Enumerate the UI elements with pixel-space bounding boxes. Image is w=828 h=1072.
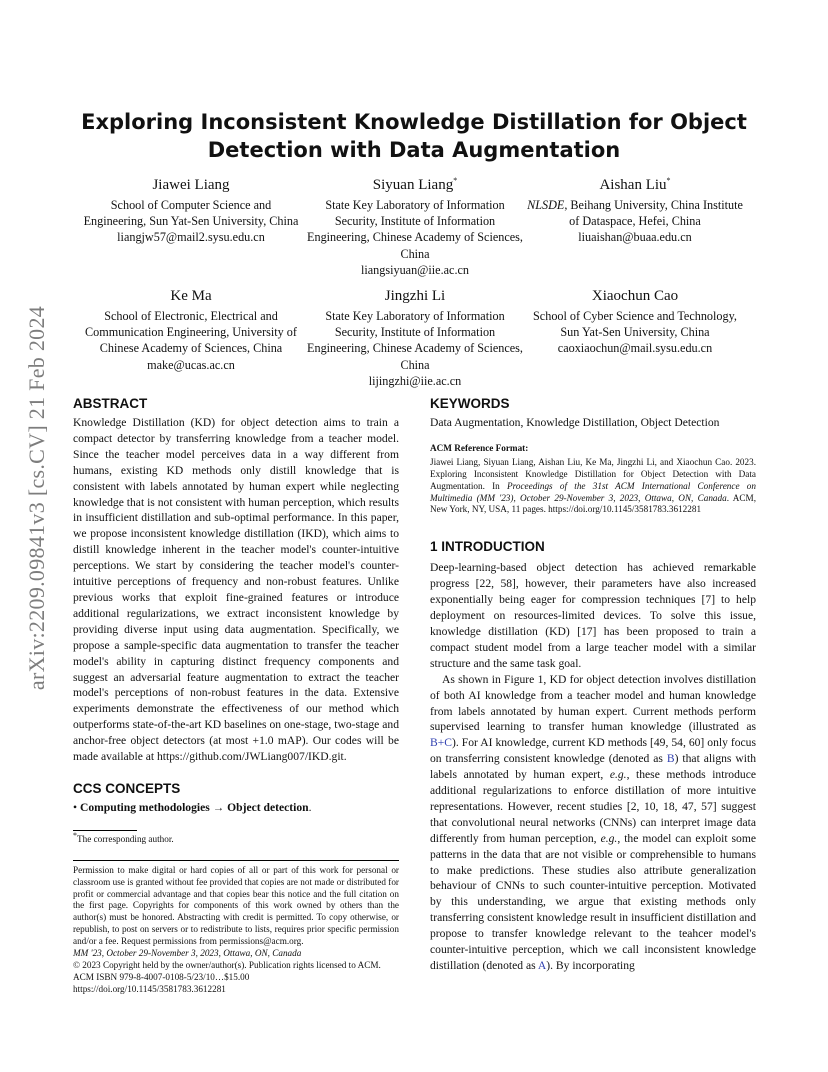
author-affiliation: State Key Laboratory of Information Security, Institute of Information Engineering, Chinese Academy of Sciences, China — [307, 198, 523, 261]
permission-text: Permission to make digital or hard copies of all or part of this work for personal or classroom use is granted without fee provided that copies are not made or distributed for profit or commercial advantage and that copies bear this notice and the full citation on the first page. Copyrights for components of this work owned by others than the author(s) must be honored. Abstracting with credit is permitted. To copy otherwise, or republish, to post on servers or to redistribute to lists, requires prior specific permission and/or a fee. Request permissions from permissions@acm.org. — [73, 864, 399, 947]
author-block — [526, 287, 744, 357]
intro-text-run: As shown in Figure 1, KD for object detection involves distillation of both AI knowledge from a teacher model and human knowledge from labels annotated by human expert. Current methods perform supervised learning to transfer human knowledge (illustrated as — [430, 672, 756, 734]
footnote-mark: * — [73, 830, 77, 840]
paper-title: Exploring Inconsistent Knowledge Distillation for Object Detection with Data Augmentation — [81, 110, 747, 162]
abstract-heading: ABSTRACT — [73, 396, 148, 411]
acm-ref-heading: ACM Reference Format: — [430, 442, 529, 453]
footnote — [73, 830, 399, 846]
author-name: Jingzhi Li — [384, 288, 446, 304]
author-block — [526, 176, 744, 246]
intro-text-run: , these methods introduce additional regularizations to enforce distillation of more intuitive representations. However, recent studies [2, 10, 18, 47, 57] suggest that convolutional neural networks (CNNs) can interpret image data differently from human perception, — [430, 768, 756, 845]
keywords-heading: KEYWORDS — [430, 396, 510, 411]
author-email: make@ucas.ac.cn — [147, 357, 235, 372]
acm-ref-authors: Jiawei Liang, Siyuan Liang, Aishan Liu, Ke Ma, Jingzhi Li, and Xiaochun Cao. 2023. Exploring Inconsistent Knowledge Distillation for Object Detection with Data Augmentation. In — [430, 456, 756, 491]
intro-paragraph-2 — [430, 672, 756, 974]
author-affiliation: School of Electronic, Electrical and Communication Engineering, University of Chinese Academy of Sciences, China — [85, 309, 297, 356]
author-affiliation: School of Computer Science and Engineering, Sun Yat-Sen University, China — [83, 198, 299, 229]
intro-text-run: ) that aligns with labels annotated by human expert, — [430, 752, 757, 782]
ccs-heading: CCS CONCEPTS — [73, 780, 181, 796]
author-name: Jiawei Liang — [152, 177, 230, 193]
ccs-tail: . — [308, 800, 312, 814]
ccs-concept: Computing methodologies → Object detection — [79, 800, 309, 814]
author-block — [306, 287, 524, 389]
acm-ref-tail: . ACM, New York, NY, USA, 11 pages. https://doi.org/10.1145/3581783.3612281 — [430, 492, 756, 515]
intro-heading: 1 INTRODUCTION — [430, 539, 545, 555]
intro-text — [430, 560, 756, 974]
author-block — [306, 176, 524, 278]
intro-text-run: e.g. — [600, 831, 618, 845]
author-email: liangsiyuan@iie.ac.cn — [360, 262, 469, 277]
footnote-rule — [73, 830, 137, 831]
figure-ref-a[interactable]: A — [537, 959, 547, 972]
corresponding-mark: * — [453, 176, 458, 185]
intro-text-run: , the model can exploit some patterns in the data that are not visible or comprehensible to humans to make predictions. These studies also attribute generalization behaviour of CNNs to such counter-intuitive perception. Motivated by this understanding, we argue that existing methods only transferring consistent knowledge result in insufficient distillation and propose to transfer knowledge relevant to the teahcer model's counter-intuitive perception, which we call inconsistent knowledge distillation (denoted as — [430, 831, 757, 972]
intro-text-run: ). For AI knowledge, current KD methods [49, 54, 60] only focus on transferring consistent knowledge (denoted as — [430, 736, 756, 766]
arxiv-id: arXiv:2209.09841v3 [cs.CV] 21 Feb 2024 — [24, 305, 49, 691]
author-affiliation: , Beihang University, China Institute of Dataspace, Hefei, China — [564, 198, 743, 229]
intro-paragraph-1: Deep-learning-based object detection has achieved remarkable progress [22, 58], however, their parameters have also increased exponentially being eager for compression techniques [7] to help deployment on resources-limited devices. To solve this issue, knowledge distillation (KD) [17] has been proposed to train a compact student model from a large teacher model with a similar structure and the same task goal. — [430, 561, 756, 670]
author-affiliation: School of Cyber Science and Technology, Sun Yat-Sen University, China — [533, 309, 737, 340]
intro-text-run: e.g. — [609, 768, 627, 782]
author-name: Siyuan Liang — [372, 177, 454, 193]
doi-line: https://doi.org/10.1145/3581783.3612281 — [73, 983, 226, 994]
abstract-paragraph: Knowledge Distillation (KD) for object detection aims to train a compact detector by transferring knowledge from a teacher model. Since the teacher model perceives data in a way different from humans, existing KD methods only distill knowledge that is consistent with labels annotated by human expert while neglecting knowledge that is not consistent with human perception, which results in insufficient distillation and sub-optimal performance. In this paper, we propose inconsistent knowledge distillation (IKD), which aims to distill knowledge inherent in the teacher model's counter-intuitive perceptions. We start by considering the teacher model's counter-intuitive perceptions of frequency and non-robust features. Unlike previous works that exploit fine-grained features or introduce additional regularizations, we extract inconsistent knowledge by providing diverse input using data augmentation. Specifically, we propose a sample-specific data augmentation to transfer the teacher model's ability in capturing distinct frequency components and suggest an adversarial feature augmentation to extract the teacher model's perceptions of non-robust features in the data. Extensive experiments demonstrate the effectiveness of our method which outperforms state-of-the-art KD baselines on one-stage, two-stage and anchor-free object detectors (at most +1.0 mAP). Our codes will be made available at https://github.com/JWLiang007/IKD.git. — [73, 416, 399, 764]
permission-block — [73, 865, 399, 996]
copyright-line: © 2023 Copyright held by the owner/author(s). Publication rights licensed to ACM. — [73, 960, 381, 970]
author-name: Aishan Liu — [599, 177, 667, 193]
keywords-text: Data Augmentation, Knowledge Distillation, Object Detection — [430, 416, 720, 429]
figure-ref-b[interactable]: B — [666, 752, 675, 766]
isbn-line: ACM ISBN 979-8-4007-0108-5/23/10…$15.00 — [73, 971, 250, 982]
acm-reference — [430, 443, 756, 516]
permission-rule — [73, 860, 399, 861]
author-name: Ke Ma — [170, 288, 212, 304]
author-email: caoxiaochun@mail.sysu.edu.cn — [557, 341, 713, 356]
author-affiliation: State Key Laboratory of Information Security, Institute of Information Engineering, Chinese Academy of Sciences, China — [307, 309, 523, 372]
venue-line: MM '23, October 29-November 3, 2023, Ottawa, ON, Canada — [73, 948, 302, 959]
acm-ref-proceedings: Proceedings of the 31st ACM International Conference on Multimedia (MM '23), October 29-November 3, 2023, Ottawa, ON, Canada — [430, 480, 756, 503]
author-email: liuaishan@buaa.edu.cn — [578, 230, 692, 245]
author-email: liangjw57@mail2.sysu.edu.cn — [117, 230, 265, 245]
figure-ref-bc[interactable]: B+C — [430, 736, 453, 750]
author-email: lijingzhi@iie.ac.cn — [368, 373, 462, 388]
abstract-text — [73, 415, 399, 765]
footnote-text: The corresponding author. — [77, 833, 174, 844]
right-column — [430, 395, 756, 974]
author-block — [82, 176, 300, 246]
author-block — [82, 287, 300, 373]
intro-text-run: ). By incorporating — [546, 959, 635, 972]
ccs-concepts — [73, 800, 399, 816]
corresponding-mark: * — [666, 176, 671, 185]
author-name: Xiaochun Cao — [591, 288, 679, 304]
author-affiliation-lab: NLSDE — [527, 198, 565, 212]
ccs-bullet: • — [73, 800, 78, 814]
left-column — [73, 395, 399, 996]
arxiv-stamp — [22, 288, 52, 708]
